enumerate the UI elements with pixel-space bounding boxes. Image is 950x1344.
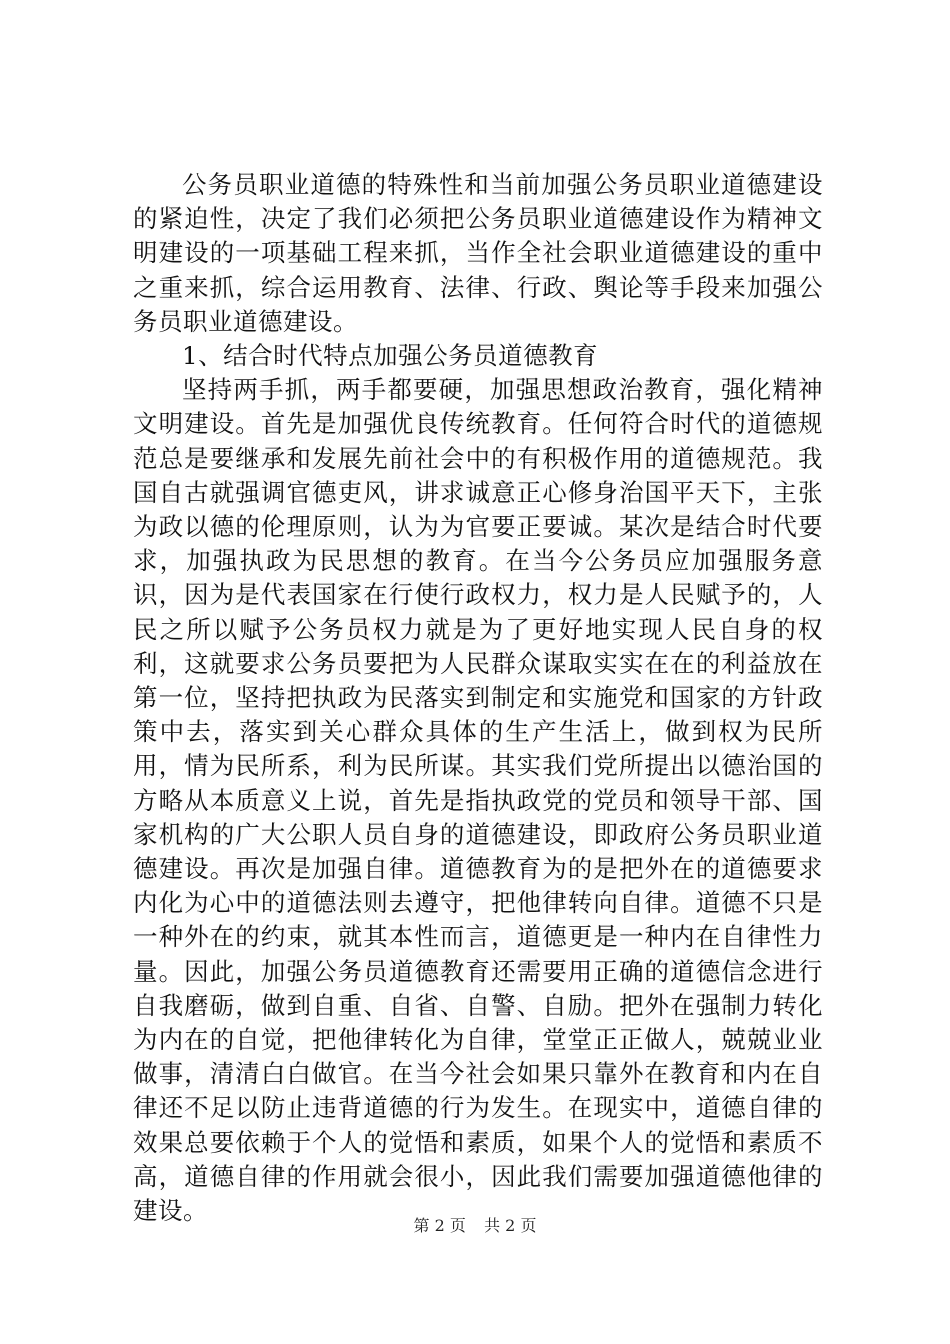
page-total: 共 2 页 [484,1216,537,1235]
page-number: 第 2 页 [413,1216,466,1235]
page-footer [0,1216,950,1236]
paragraph-intro: 公务员职业道德的特殊性和当前加强公务员职业道德建设的紧迫性，决定了我们必须把公务员职业道德建设作为精神文明建设的一项基础工程来抓，当作全社会职业道德建设的重中之重来抓，综合运用教育、法律、行政、舆论等手段来加强公务员职业道德建设。 [133,170,823,336]
paragraph-body: 坚持两手抓，两手都要硬，加强思想政治教育，强化精神文明建设。首先是加强优良传统教育。任何符合时代的道德规范总是要继承和发展先前社会中的有积极作用的道德规范。我国自古就强调官德吏风，讲求诚意正心修身治国平天下，主张为政以德的伦理原则，认为为官要正要诚。某次是结合时代要求，加强执政为民思想的教育。在当今公务员应加强服务意识，因为是代表国家在行使行政权力，权力是人民赋予的，人民之所以赋予公务员权力就是为了更好地实现人民自身的权利，这就要求公务员要把为人民群众谋取实实在在的利益放在第一位，坚持把执政为民落实到制定和实施党和国家的方针政策中去，落实到关心群众具体的生产生活上，做到权为民所用，情为民所系，利为民所谋。其实我们党所提出以德治国的方略从本质意义上说，首先是指执政党的党员和领导干部、国家机构的广大公职人员自身的道德建设，即政府公务员职业道德建设。再次是加强自律。道德教育为的是把外在的道德要求内化为心中的道德法则去遵守，把他律转向自律。道德不只是一种外在的约束，就其本性而言，道德更是一种内在自律性力量。因此，加强公务员道德教育还需要用正确的道德信念进行自我磨砺，做到自重、自省、自警、自励。把外在强制力转化为内在的自觉，把他律转化为自律，堂堂正正做人，兢兢业业做事，清清白白做官。在当今社会如果只靠外在教育和内在自律还不足以防止违背道德的行为发生。在现实中，道德自律的效果总要依赖于个人的觉悟和素质，如果个人的觉悟和素质不高，道德自律的作用就会很小，因此我们需要加强道德他律的建设。 [133,375,823,1226]
section-heading: 1、结合时代特点加强公务员道德教育 [182,341,599,371]
document-body [133,168,823,1228]
